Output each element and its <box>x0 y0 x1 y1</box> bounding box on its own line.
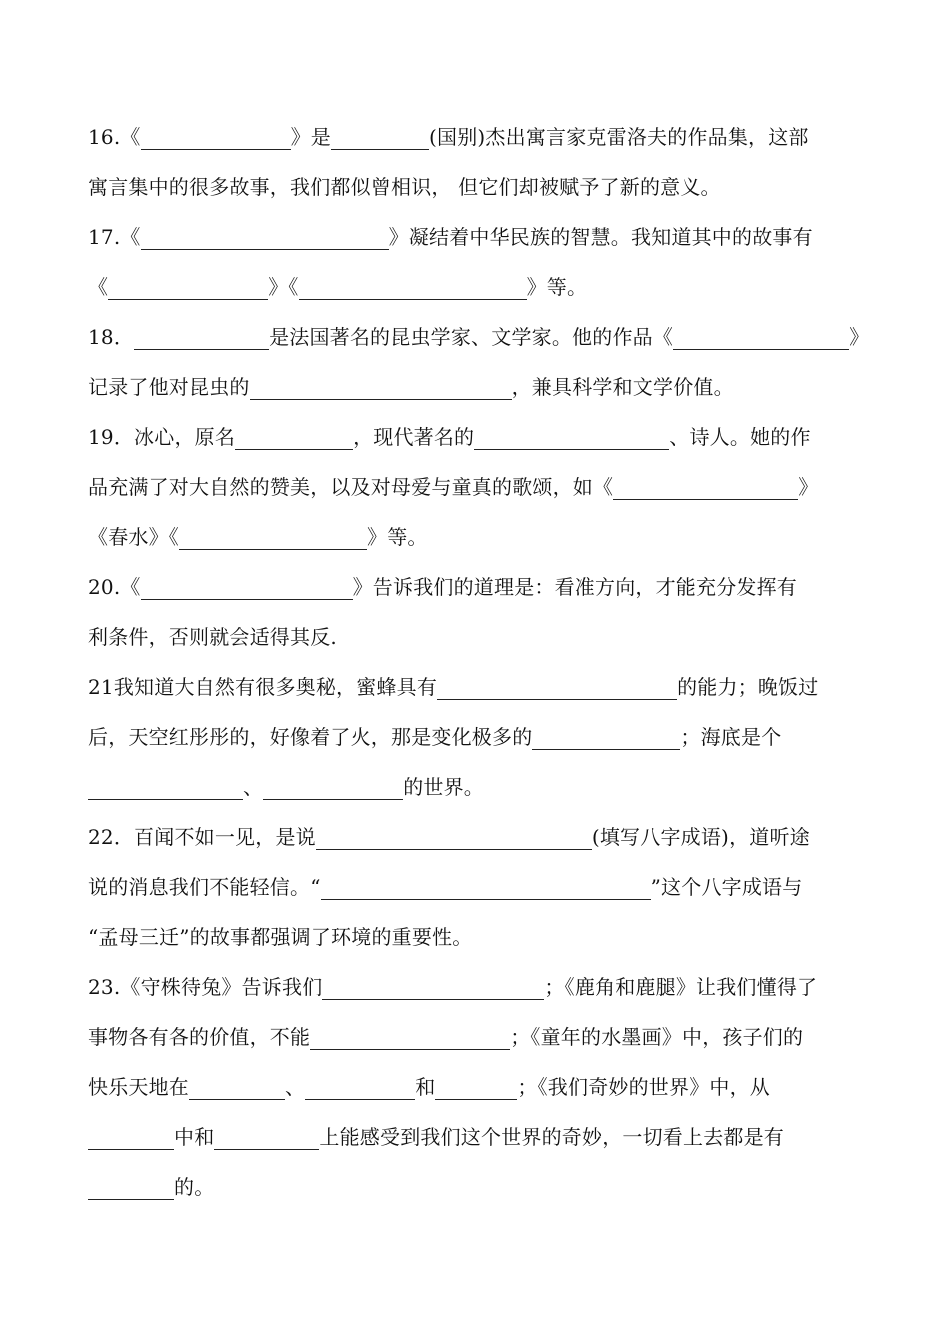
answer-blank[interactable] <box>310 1023 510 1050</box>
question-text: 》等。 <box>526 275 588 299</box>
question-line <box>88 212 868 262</box>
question-q23 <box>88 962 868 1212</box>
question-text: 记录了他对昆虫的 <box>88 375 250 399</box>
question-line <box>88 862 868 912</box>
question-text: 17.《 <box>88 225 141 249</box>
question-line <box>88 762 868 812</box>
answer-blank[interactable] <box>305 1073 415 1100</box>
answer-blank[interactable] <box>250 373 512 400</box>
answer-blank[interactable] <box>108 273 268 300</box>
question-line <box>88 162 868 212</box>
question-text: 后，天空红彤彤的，好像着了火，那是变化极多的 <box>88 725 533 749</box>
question-text: 利条件，否则就会适得其反. <box>88 625 337 649</box>
question-line <box>88 412 868 462</box>
question-q19 <box>88 412 868 562</box>
question-line <box>88 1062 868 1112</box>
question-text: 、 <box>285 1075 306 1099</box>
question-q21 <box>88 662 868 812</box>
question-text: ；《童年的水墨画》中，孩子们的 <box>510 1025 804 1049</box>
question-line <box>88 612 868 662</box>
answer-blank[interactable] <box>322 973 544 1000</box>
question-text: ，兼具科学和文学价值。 <box>511 375 734 399</box>
answer-blank[interactable] <box>141 223 389 250</box>
question-q17 <box>88 212 868 312</box>
question-text: 、诗人。她的作 <box>669 425 811 449</box>
question-text: “孟母三迁”的故事都强调了环境的重要性。 <box>88 925 473 949</box>
question-text: 》 <box>849 325 870 349</box>
question-text: ；《鹿角和鹿腿》让我们懂得了 <box>544 975 818 999</box>
answer-blank[interactable] <box>141 573 353 600</box>
question-text: (国别)杰出寓言家克雷洛夫的作品集，这部 <box>429 125 809 149</box>
question-text: 品充满了对大自然的赞美，以及对母爱与童真的歌颂，如《 <box>88 475 614 499</box>
question-text: 的世界。 <box>403 775 485 799</box>
question-text: 20.《 <box>88 575 141 599</box>
question-line <box>88 962 868 1012</box>
question-text: ”这个八字成语与 <box>650 875 803 899</box>
question-line <box>88 112 868 162</box>
question-text: 是法国著名的昆虫学家、文学家。他的作品《 <box>269 325 674 349</box>
answer-blank[interactable] <box>673 323 849 350</box>
question-line <box>88 1112 868 1162</box>
worksheet <box>88 112 868 1212</box>
answer-blank[interactable] <box>179 523 367 550</box>
answer-blank[interactable] <box>331 123 429 150</box>
question-line <box>88 512 868 562</box>
answer-blank[interactable] <box>134 323 269 350</box>
question-q20 <box>88 562 868 662</box>
question-text: 》凝结着中华民族的智慧。我知道其中的故事有 <box>388 225 813 249</box>
question-text: 的能力；晚饭过 <box>677 675 819 699</box>
question-text: 18． <box>88 325 135 349</box>
question-line <box>88 662 868 712</box>
answer-blank[interactable] <box>214 1123 319 1150</box>
question-line <box>88 312 868 362</box>
question-text: 23.《守株待兔》告诉我们 <box>88 975 323 999</box>
question-text: ；海底是个 <box>680 725 782 749</box>
question-text: ，现代著名的 <box>353 425 475 449</box>
question-q22 <box>88 812 868 962</box>
question-q16 <box>88 112 868 212</box>
question-text: 》 <box>798 475 819 499</box>
question-text: 的。 <box>174 1175 215 1199</box>
question-line <box>88 462 868 512</box>
question-line <box>88 1162 868 1212</box>
question-line <box>88 362 868 412</box>
answer-blank[interactable] <box>189 1073 285 1100</box>
answer-blank[interactable] <box>88 1173 174 1200</box>
answer-blank[interactable] <box>437 673 677 700</box>
question-text: 22．百闻不如一见，是说 <box>88 825 316 849</box>
question-q18 <box>88 312 868 412</box>
question-text: 16.《 <box>88 125 141 149</box>
question-text: 上能感受到我们这个世界的奇妙，一切看上去都是有 <box>319 1125 785 1149</box>
answer-blank[interactable] <box>263 773 403 800</box>
question-line <box>88 812 868 862</box>
question-text: 《 <box>88 275 109 299</box>
question-line <box>88 562 868 612</box>
question-text: 》《 <box>268 275 299 299</box>
question-text: ；《我们奇妙的世界》中，从 <box>517 1075 771 1099</box>
question-text: 说的消息我们不能轻信。“ <box>88 875 321 899</box>
question-text: 21我知道大自然有很多奥秘，蜜蜂具有 <box>88 675 438 699</box>
question-text: 》等。 <box>367 525 428 549</box>
question-line <box>88 1012 868 1062</box>
question-line <box>88 712 868 762</box>
question-text: 中和 <box>174 1125 215 1149</box>
answer-blank[interactable] <box>88 773 243 800</box>
answer-blank[interactable] <box>613 473 798 500</box>
answer-blank[interactable] <box>321 873 651 900</box>
question-text: 快乐天地在 <box>88 1075 189 1099</box>
answer-blank[interactable] <box>474 423 669 450</box>
answer-blank[interactable] <box>316 823 592 850</box>
question-line <box>88 912 868 962</box>
answer-blank[interactable] <box>141 123 291 150</box>
question-text: (填写八字成语)，道听途 <box>591 825 810 849</box>
answer-blank[interactable] <box>435 1073 517 1100</box>
question-text: 《春水》《 <box>88 525 179 549</box>
answer-blank[interactable] <box>88 1123 174 1150</box>
question-text: 事物各有各的价值，不能 <box>88 1025 311 1049</box>
question-text: 》是 <box>290 125 332 149</box>
question-text: 、 <box>243 775 264 799</box>
question-text: 和 <box>415 1075 436 1099</box>
question-text: 19．冰心，原名 <box>88 425 236 449</box>
question-text: 》告诉我们的道理是：看准方向，才能充分发挥有 <box>352 575 798 599</box>
question-line <box>88 262 868 312</box>
answer-blank[interactable] <box>299 273 527 300</box>
question-text: 寓言集中的很多故事，我们都似曾相识， 但它们却被赋予了新的意义。 <box>88 175 721 199</box>
answer-blank[interactable] <box>235 423 353 450</box>
answer-blank[interactable] <box>532 723 680 750</box>
